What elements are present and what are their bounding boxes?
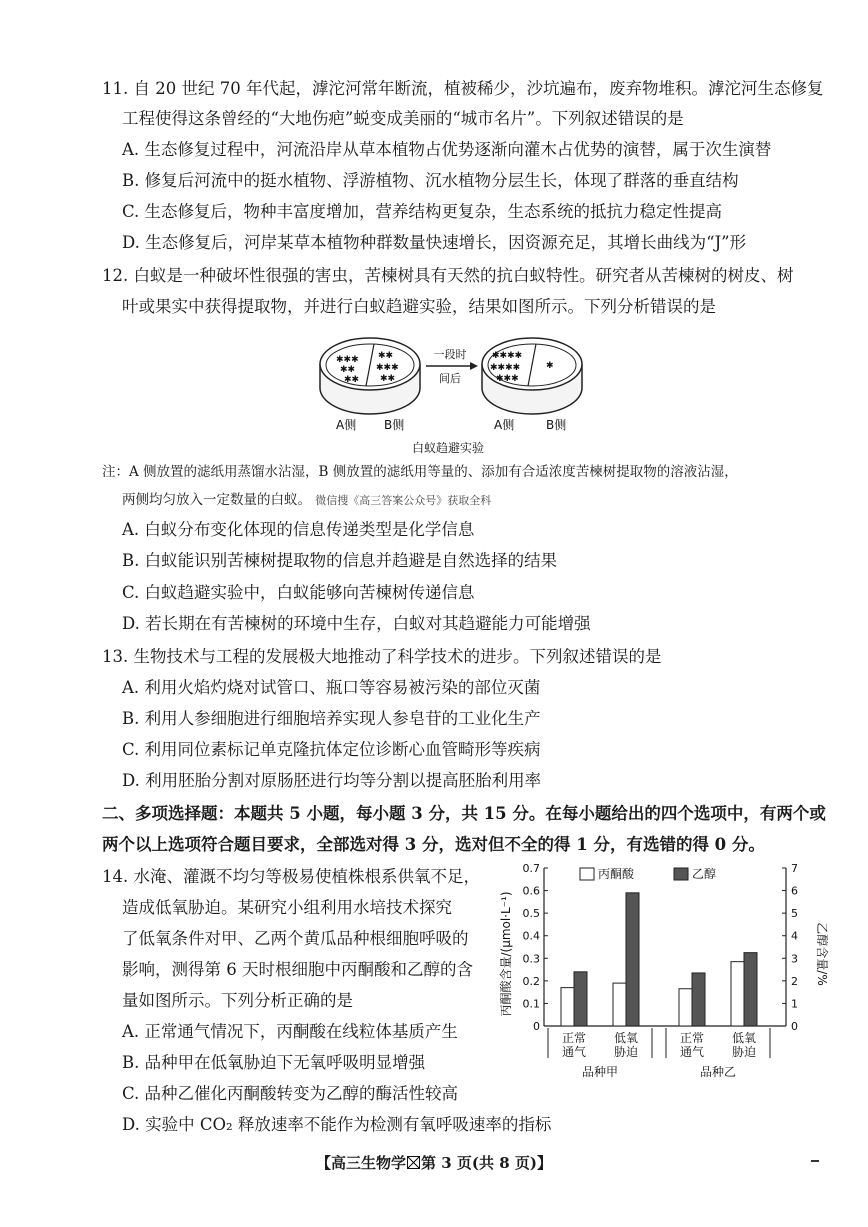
- q14-option-a: A. 正常通气情况下，丙酮酸在线粒体基质产生: [122, 1022, 458, 1041]
- q13-option-b: B. 利用人参细胞进行细胞培养实现人参皂苷的工业化生产: [122, 709, 541, 728]
- watermark-text: 微信搜《高三答案公众号》获取全科: [315, 494, 492, 507]
- q12-option-d: D. 若长期在有苦楝树的环境中生存，白蚁对其趋避能力可能增强: [122, 614, 591, 633]
- footer-text: 【高三生物学: [316, 1154, 407, 1172]
- y-left-tick-label: 0.2: [522, 974, 540, 988]
- q14-stem-line1: 14. 水淹、灌溉不均匀等极易使植株根系供氧不足，: [102, 867, 480, 886]
- y-left-tick-label: 0.3: [522, 952, 540, 966]
- arrow-label-bottom: 间后: [439, 372, 461, 385]
- svg-text:✱✱: ✱✱: [380, 374, 396, 384]
- x-tick-label: 正常: [679, 1031, 705, 1045]
- footer-page: 第 3 页(共 8 页)】: [421, 1154, 552, 1172]
- crossed-box-icon: [407, 1156, 420, 1169]
- x-tick-label: 正常: [561, 1031, 587, 1045]
- svg-text:✱✱: ✱✱: [340, 365, 356, 375]
- bar-ethanol: [692, 973, 705, 1026]
- q13-option-a: A. 利用火焰灼烧对试管口、瓶口等容易被污染的部位灭菌: [122, 678, 541, 697]
- q14-stem-line2: 造成低氧胁迫。某研究小组利用水培技术探究: [122, 898, 452, 917]
- y-right-tick-label: 6: [791, 884, 798, 898]
- q12-stem-line2: 叶或果实中获得提取物，并进行白蚁趋避实验，结果如图所示。下列分析错误的是: [122, 297, 716, 316]
- legend-pyruvate-swatch: [580, 868, 594, 880]
- x-tick-label: 低氧: [731, 1031, 757, 1045]
- q14-option-b: B. 品种甲在低氧胁迫下无氧呼吸明显增强: [122, 1053, 426, 1072]
- arrow: [426, 347, 478, 385]
- q12-note-line2-text: 两侧均匀放入一定数量的白蚁。: [122, 492, 311, 508]
- y-right-tick-label: 7: [791, 862, 798, 875]
- x-tick-label: 通气: [561, 1045, 587, 1059]
- y-right-tick-label: 2: [791, 974, 798, 988]
- y-right-tick-label: 3: [791, 952, 798, 966]
- q11-stem-line2: 工程使得这条曾经的“大地伤疤”蜕变成美丽的“城市名片”。下列叙述错误的是: [122, 109, 684, 128]
- corner-mark: [811, 1160, 819, 1162]
- bar-pyruvate: [561, 988, 574, 1026]
- section2-heading-line1: 二、多项选择题：本题共 5 小题，每小题 3 分，共 15 分。在每小题给出的四个选项中，有两个或: [102, 804, 826, 823]
- q12-option-b: B. 白蚁能识别苦楝树提取物的信息并趋避是自然选择的结果: [122, 551, 558, 570]
- page-footer: [0, 1152, 868, 1173]
- dish-after: [482, 338, 582, 414]
- termite-experiment-figure: [318, 328, 588, 458]
- q14-stem-line3: 了低氧条件对甲、乙两个黄瓜品种根细胞呼吸的: [122, 929, 469, 948]
- svg-text:✱✱: ✱✱: [344, 375, 360, 385]
- q12-note-line1: 注：A 侧放置的滤纸用蒸馏水沾湿，B 侧放置的滤纸用等量的、添加有合适浓度苦楝树提取物的溶液沾湿，: [102, 464, 738, 480]
- y-left-tick-label: 0: [533, 1020, 540, 1033]
- group-label: 品种乙: [699, 1065, 737, 1079]
- q13-stem: 13. 生物技术与工程的发展极大地推动了科学技术的进步。下列叙述错误的是: [102, 647, 662, 666]
- q14-stem-line4: 影响，测得第 6 天时根细胞中丙酮酸和乙醇的含: [122, 960, 473, 979]
- bar-ethanol: [744, 953, 757, 1026]
- termites-a-before: ✱✱✱: [336, 355, 359, 365]
- dish-before: [320, 338, 420, 414]
- section2-heading-line2: 两个以上选项符合题目要求，全部选对得 3 分，选对但不全的得 1 分，有选错的得 0 分。: [102, 835, 765, 854]
- q12-option-c: C. 白蚁趋避实验中，白蚁能够向苦楝树传递信息: [122, 583, 475, 602]
- q11-stem-line1: 11. 自 20 世纪 70 年代起，滹沱河常年断流，植被稀少，沙坑遍布，废弃物堆积。滹沱河生态修复: [102, 79, 824, 98]
- q11-option-a: A. 生态修复过程中，河流沿岸从草本植物占优势逐渐向灌木占优势的演替，属于次生演替: [122, 140, 772, 159]
- y-left-tick-label: 0.7: [522, 862, 540, 875]
- svg-text:✱✱✱: ✱✱✱: [496, 374, 519, 384]
- termites-b-before: ✱✱: [378, 351, 394, 361]
- group-label: 品种甲: [581, 1065, 619, 1079]
- bar-ethanol: [574, 972, 587, 1026]
- figure-caption: 白蚁趋避实验: [411, 441, 485, 455]
- bar-pyruvate: [679, 989, 692, 1026]
- q12-note-line2: [122, 490, 491, 511]
- arrow-label-top: 一段时: [433, 348, 467, 361]
- bar-ethanol: [626, 893, 639, 1026]
- y-left-tick-label: 0.6: [522, 884, 540, 898]
- y-axis-left-label: 丙酮酸含量/(μmol·L⁻¹): [499, 891, 513, 1017]
- y-right-tick-label: 4: [791, 929, 798, 943]
- q11-option-c: C. 生态修复后，物种丰富度增加，营养结构更复杂，生态系统的抵抗力稳定性提高: [122, 202, 723, 221]
- y-right-tick-label: 0: [791, 1020, 798, 1033]
- label-b-right: B侧: [546, 418, 567, 432]
- pyruvate-ethanol-chart: [498, 858, 828, 1082]
- q11-option-b: B. 修复后河流中的挺水植物、浮游植物、沉水植物分层生长，体现了群落的垂直结构: [122, 171, 739, 190]
- label-a-right: A侧: [494, 418, 515, 432]
- q12-stem-line1: 12. 白蚁是一种破坏性很强的害虫，苦楝树具有天然的抗白蚁特性。研究者从苦楝树的树皮、树: [102, 266, 794, 285]
- svg-text:✱✱✱: ✱✱✱: [376, 363, 399, 373]
- q11-option-d: D. 生态修复后，河岸某草本植物种群数量快速增长，因资源充足，其增长曲线为“J”形: [122, 233, 747, 252]
- svg-text:✱✱✱✱: ✱✱✱✱: [490, 363, 521, 373]
- bar-pyruvate: [731, 962, 744, 1026]
- q14-option-c: C. 品种乙催化丙酮酸转变为乙醇的酶活性较高: [122, 1084, 459, 1103]
- label-b-left: B侧: [384, 418, 405, 432]
- legend-ethanol-swatch: [674, 868, 688, 880]
- y-left-tick-label: 0.1: [522, 997, 540, 1011]
- q13-option-d: D. 利用胚胎分割对原肠胚进行均等分割以提高胚胎利用率: [122, 771, 542, 790]
- q14-stem-line5: 量如图所示。下列分析正确的是: [122, 991, 353, 1010]
- q13-option-c: C. 利用同位素标记单克隆抗体定位诊断心血管畸形等疾病: [122, 740, 541, 759]
- termites-b-after: ✱: [546, 361, 554, 371]
- x-tick-label: 通气: [679, 1045, 705, 1059]
- x-tick-label: 胁迫: [731, 1045, 757, 1059]
- y-left-tick-label: 0.4: [522, 929, 540, 943]
- y-right-tick-label: 1: [791, 997, 798, 1011]
- y-left-tick-label: 0.5: [522, 907, 540, 921]
- bar-pyruvate: [613, 983, 626, 1026]
- legend-ethanol-label: 乙醇: [692, 867, 717, 881]
- x-tick-label: 低氧: [613, 1031, 639, 1045]
- y-axis-right-label: 乙醇含量/%: [815, 922, 828, 986]
- y-right-tick-label: 5: [791, 907, 798, 921]
- legend-pyruvate-label: 丙酮酸: [598, 867, 635, 881]
- q12-option-a: A. 白蚁分布变化体现的信息传递类型是化学信息: [122, 520, 475, 539]
- x-tick-label: 胁迫: [613, 1045, 639, 1059]
- q14-option-d: D. 实验中 CO₂ 释放速率不能作为检测有氧呼吸速率的指标: [122, 1115, 552, 1134]
- termites-a-after: ✱✱✱✱: [492, 351, 523, 361]
- label-a-left: A侧: [336, 418, 357, 432]
